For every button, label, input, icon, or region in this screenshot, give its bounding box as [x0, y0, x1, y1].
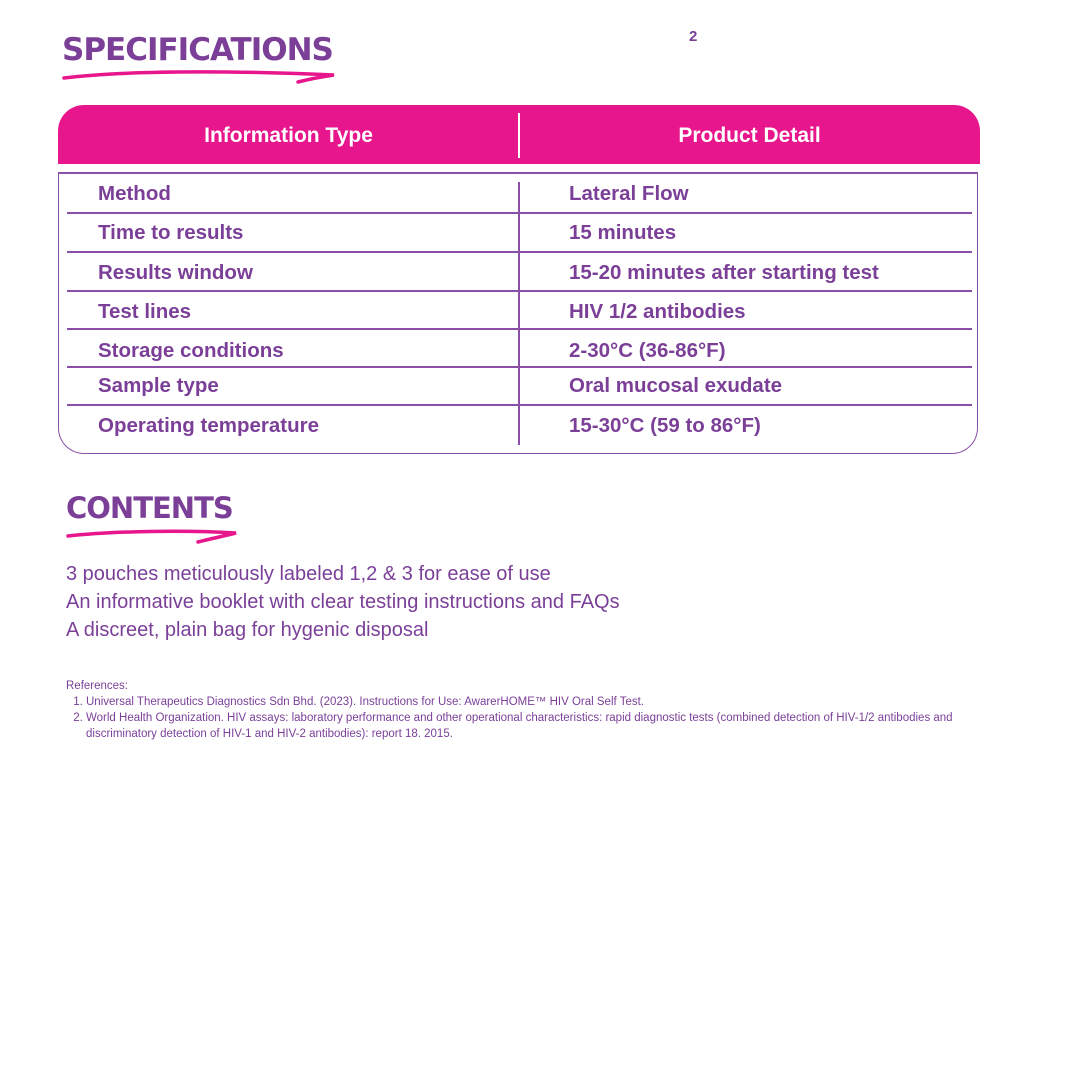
references-title: References:	[66, 680, 129, 692]
header-product-detail: Product Detail	[678, 124, 821, 147]
row-value-time-to-results: 15 minutes	[569, 221, 677, 244]
row-value-operating-temperature: 15-30°C (59 to 86°F)	[569, 414, 761, 437]
row-label-time-to-results: Time to results	[98, 221, 244, 244]
row-label-results-window: Results window	[98, 261, 253, 284]
row-label-storage-conditions: Storage conditions	[98, 339, 284, 362]
specifications-underline	[60, 68, 340, 86]
table-body	[58, 172, 978, 454]
specifications-title: SPECIFICATIONS	[62, 32, 333, 68]
table-header	[58, 105, 980, 164]
row-label-operating-temperature: Operating temperature	[98, 414, 319, 437]
row-divider	[67, 366, 972, 368]
reference-item: 2. World Health Organization. HIV assays: laboratory performance and other operational characteristics: rapid diagnostic tests (combined detection of HIV-1/2 antibodies and discriminatory detection of HIV-1 and HIV-2 antibodies): report 18. 2015.	[86, 710, 996, 742]
row-value-sample-type: Oral mucosal exudate	[569, 374, 783, 397]
contents-item: An informative booklet with clear testing instructions and FAQs	[66, 591, 620, 613]
references-list	[66, 694, 996, 742]
row-label-sample-type: Sample type	[98, 374, 219, 397]
row-label-test-lines: Test lines	[98, 300, 192, 323]
row-divider	[67, 328, 972, 330]
contents-underline	[64, 525, 244, 545]
reference-item: 1. Universal Therapeutics Diagnostics Sdn Bhd. (2023). Instructions for Use: AwarerHOME™ HIV Oral Self Test.	[86, 694, 996, 710]
column-divider	[518, 182, 520, 445]
row-value-test-lines: HIV 1/2 antibodies	[569, 300, 746, 323]
contents-title: CONTENTS	[66, 491, 233, 525]
page-number: 2	[689, 28, 698, 45]
row-label-method: Method	[98, 182, 171, 205]
row-divider	[67, 290, 972, 292]
row-value-method: Lateral Flow	[569, 182, 689, 205]
row-divider	[67, 251, 972, 253]
row-value-results-window: 15-20 minutes after starting test	[569, 261, 879, 284]
contents-list	[66, 560, 620, 644]
row-divider	[67, 212, 972, 214]
row-value-storage-conditions: 2-30°C (36-86°F)	[569, 339, 726, 362]
specifications-table	[58, 105, 980, 456]
contents-item: A discreet, plain bag for hygenic disposal	[66, 619, 429, 641]
contents-item: 3 pouches meticulously labeled 1,2 & 3 for ease of use	[66, 563, 551, 585]
header-information-type: Information Type	[204, 124, 373, 147]
references	[66, 678, 996, 742]
row-divider	[67, 404, 972, 406]
